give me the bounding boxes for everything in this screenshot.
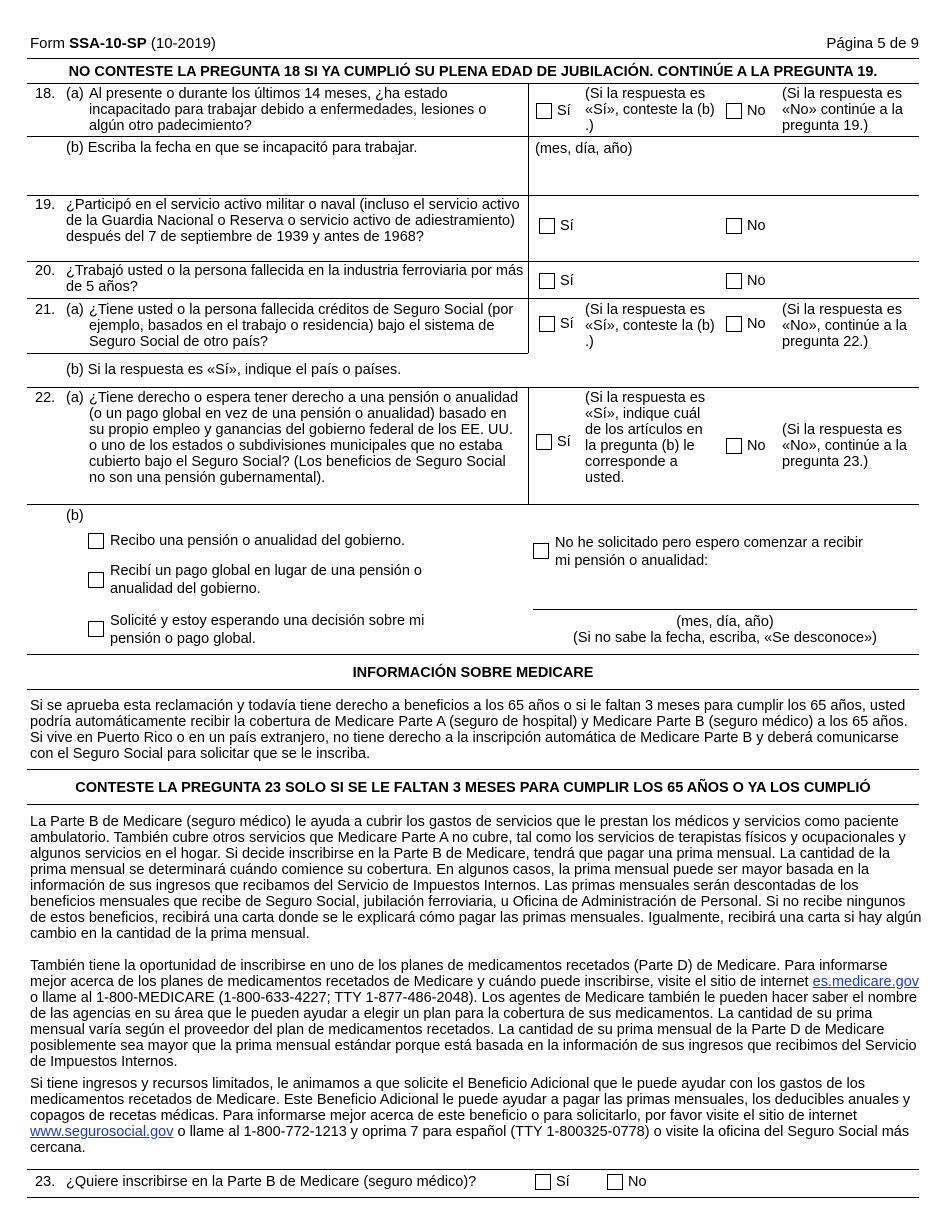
q22b-opt3-text: Solicité y estoy esperando una decisión sobre mi pensión o pago global. [110,613,425,647]
q18b-text: (b) Escriba la fecha en que se incapacitó para trabajar. [66,140,418,156]
q23-no-label: No [628,1174,647,1190]
q22a-yes-label: Sí [557,434,571,450]
q22b-date-line[interactable] [533,609,917,610]
q18a-yes-note: (Si la respuesta es «Sí», conteste la (b) .) [585,86,715,134]
q20-no-checkbox[interactable] [726,273,742,289]
q23-number: 23. [35,1174,56,1190]
extra-help-paragraph: Si tiene ingresos y recursos limitados, le animamos a que solicite el Beneficio Adicional que le puede ayudar con los gastos de los medicamentos recetados de Medicare. Este Beneficio Adicional le puede ayudar a pagar las primas mensuales, los deducibles anuales y copagos de recetas médicas. Para informarse mejor acerca de este beneficio o para solicitarlo, por favor visite el sitio de internet www.segurosocial.gov o llame al 1-800-772-1213 y oprima 7 para español (TTY 1-800325-0778) o visite la oficina del Seguro Social más cercana. [30,1076,911,1156]
q22a-label: (a) [66,390,84,406]
q21a-yes-label: Sí [560,316,574,332]
part-b-paragraph: La Parte B de Medicare (seguro médico) le ayuda a cubrir los gastos de servicios que le prestan los médicos y servicios como paciente ambulatorio. También cubre otros servicios que Medicare Parte A no cubre, tal como los servicios de terapistas físicos y ocupacionales y algunos servicios en el hogar. Si decide inscribirse en la Parte B de Medicare, tendrá que pagar una prima mensual. La cantidad de la prima mensual se determinará cuándo comience su cobertura. En algunos casos, la prima mensual puede ser mayor basada en la información de sus ingresos que recibamos del Servicio de Impuestos Internos. Las primas mensuales serán descontadas de los beneficios mensuales que recibe de Seguro Social, jubilación ferroviaria, u Oficina de Administración de Personal. Si no recibe ningunos de estos beneficios, recibirá una carta donde se le explicará cómo pagar las primas mensuales. Igualmente, recibirá una carta si hay algún cambio en la cantidad de la prima mensual. [30,814,922,942]
q22b-opt4-text: No he solicitado pero espero comenzar a recibir mi pensión o anualidad: [555,535,863,569]
q22a-no-checkbox[interactable] [726,438,742,454]
q22-number: 22. [35,390,56,406]
banner-q23: CONTESTE LA PREGUNTA 23 SOLO SI SE LE FALTAN 3 MESES PARA CUMPLIR LOS 65 AÑOS O YA LOS CUMPLIÓ [75,780,871,796]
q22a-yes-checkbox[interactable] [536,434,552,450]
part-d-paragraph: También tiene la oportunidad de inscribirse en uno de los planes de medicamentos recetados (Parte D) de Medicare. Para informarse mejor acerca de los planes de medicamentos recetados de Medicare y cuándo puede inscribirse, visite el sitio de internet es.medicare.gov o llame al 1-800-MEDICARE (1-800-633-4227; TTY 1-877-486-2048). Los agentes de Medicare también le pueden hacer saber el nombre de las agencias en su área que le pueden ayudar a elegir un plan para la cobertura de sus medicamentos. La cantidad de su prima mensual varía según el proveedor del plan de medicamentos recetados. La cantidad de su prima mensual de la Parte D de Medicare posiblemente sea mayor que la prima mensual estándar porque está basada en la información de sus ingresos que recibimos del Servicio de Impuestos Internos. [30,958,920,1070]
q22b-opt2-checkbox[interactable] [88,572,104,588]
q22a-yes-note: (Si la respuesta es «Sí», indique cuál de los artículos en la pregunta (b) le corresponde a usted. [585,390,706,486]
form-identifier: Form SSA-10-SP (10-2019) [30,35,216,52]
q18a-label: (a) [66,86,84,102]
q23-yes-label: Sí [556,1174,570,1190]
q18a-no-note: (Si la respuesta es «No» continúe a la pregunta 19.) [782,86,903,134]
q22b-opt4-checkbox[interactable] [533,543,549,559]
q21a-yes-checkbox[interactable] [539,316,555,332]
q20-number: 20. [35,263,56,279]
q18a-no-label: No [747,103,766,119]
medicare-link[interactable]: es.medicare.gov [812,974,920,990]
q19-no-checkbox[interactable] [726,218,742,234]
q19-text: ¿Participó en el servicio activo militar o naval (incluso el servicio activo de la Guardia Nacional o Reserva o servicio activo de adiestramiento) después del 7 de septiembre de 1939 y antes de 1968? [66,197,520,245]
q20-yes-label: Sí [560,273,574,289]
q22a-no-note: (Si la respuesta es «No», continúe a la pregunta 23.) [782,422,907,470]
medicare-title: INFORMACIÓN SOBRE MEDICARE [352,665,594,681]
q18-number: 18. [35,86,56,102]
q20-yes-checkbox[interactable] [539,273,555,289]
q19-no-label: No [747,218,766,234]
q22b-date-hint: (mes, día, año) [676,614,774,630]
q20-text: ¿Trabajó usted o la persona fallecida en la industria ferroviaria por más de 5 años? [66,263,524,295]
q23-text: ¿Quiere inscribirse en la Parte B de Medicare (seguro médico)? [66,1174,477,1190]
q22b-date-note: (Si no sabe la fecha, escriba, «Se desconoce») [573,630,877,646]
q21a-label: (a) [66,302,84,318]
q23-no-checkbox[interactable] [607,1174,623,1190]
q21a-no-checkbox[interactable] [726,316,742,332]
q19-number: 19. [35,197,56,213]
q19-yes-checkbox[interactable] [539,218,555,234]
q21b-text: (b) Si la respuesta es «Sí», indique el país o países. [66,362,402,378]
q18a-yes-checkbox[interactable] [536,103,552,119]
q21a-yes-note: (Si la respuesta es «Sí», conteste la (b) .) [585,302,715,350]
q22b-opt2-text: Recibí un pago global en lugar de una pensión o anualidad del gobierno. [110,563,422,597]
q23-yes-checkbox[interactable] [535,1174,551,1190]
q22a-text: ¿Tiene derecho o espera tener derecho a una pensión o anualidad (o un pago global en vez de una pensión o anualidad) basado en su propio empleo y ganancias del gobierno federal de los EE. UU. o uno de los estados o subdivisiones municipales que no estaba cubierto bajo el Seguro Social? (Los beneficios de Seguro Social no son una pensión gubernamental). [89,390,519,486]
q18a-yes-label: Sí [557,103,571,119]
q18a-text: Al presente o durante los últimos 14 meses, ¿ha estado incapacitado para trabajar debido a enfermedades, lesiones o algún otro padecimiento? [89,86,487,134]
q22b-opt3-checkbox[interactable] [88,621,104,637]
q20-no-label: No [747,273,766,289]
q21-number: 21. [35,302,56,318]
q22a-no-label: No [747,438,766,454]
page-number: Página 5 de 9 [826,35,919,52]
medicare-paragraph: Si se aprueba esta reclamación y todavía tiene derecho a beneficios a los 65 años o si le faltan 3 meses para cumplir los 65 años, usted podría automáticamente recibir la cobertura de Medicare Parte A (seguro de hospital) y Medicare Parte B (seguro médico) a los 65 años. Si vive en Puerto Rico o en un país extranjero, no tiene derecho a la inscripción automática de Medicare Parte B y deberá comunicarse con el Seguro Social para solicitar que se le inscriba. [30,698,908,762]
q21a-no-label: No [747,316,766,332]
q22b-opt1-checkbox[interactable] [88,533,104,549]
q18a-no-checkbox[interactable] [726,103,742,119]
banner-q18: NO CONTESTE LA PREGUNTA 18 SI YA CUMPLIÓ SU PLENA EDAD DE JUBILACIÓN. CONTINÚE A LA PREGUNTA 19. [68,64,878,80]
q21a-text: ¿Tiene usted o la persona fallecida créditos de Seguro Social (por ejemplo, basados en el trabajo o residencia) bajo el sistema de Seguro Social de otro país? [89,302,514,350]
segurosocial-link[interactable]: www.segurosocial.gov [30,1124,174,1140]
q22b-label: (b) [66,508,84,524]
q22b-opt1-text: Recibo una pensión o anualidad del gobierno. [110,533,406,549]
q18b-date-field[interactable]: (mes, día, año) [535,141,633,157]
q19-yes-label: Sí [560,218,574,234]
q21a-no-note: (Si la respuesta es «No», continúe a la pregunta 22.) [782,302,907,350]
